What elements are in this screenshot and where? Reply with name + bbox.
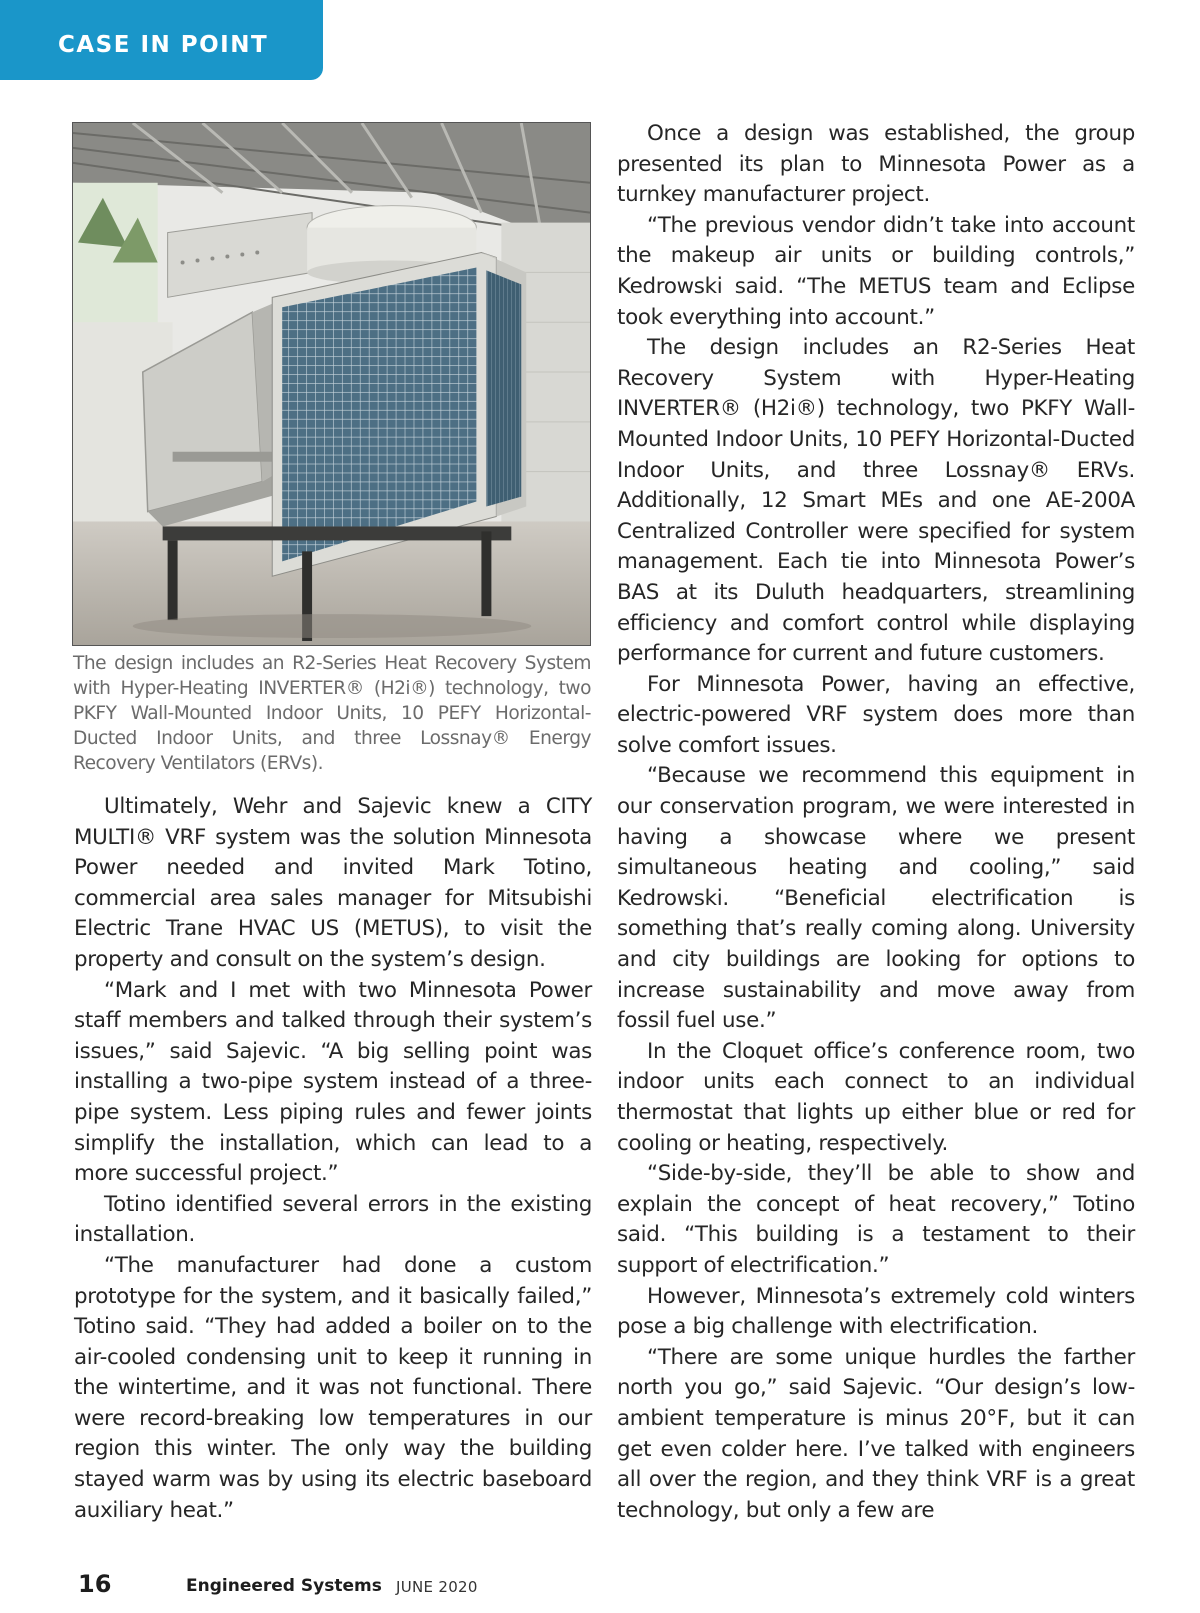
paragraph: “Side-by-side, they’ll be able to show and explain the concept of heat recovery,” Totino said. “This building is a testament to their support of electrification.” xyxy=(617,1161,1135,1278)
paragraph: “There are some unique hurdles the farther north you go,” said Sajevic. “Our design’s low-ambient temperature is minus 20°F, but it can get even colder here. I’ve talked with engineers all over the region, and they think VRF is a great technology, but only a few are xyxy=(617,1344,1135,1523)
equipment-photo-illustration xyxy=(73,123,590,645)
photo-caption: The design includes an R2-Series Heat Recovery System with Hyper-Heating INVERTER® (H2i®) technology, two PKFY Wall-Mounted Indoor Units, 10 PEFY Horizontal-Ducted Indoor Units, and three Lossnay® Energy Recovery Ventilators (ERVs). xyxy=(73,653,591,774)
right-column xyxy=(617,119,1135,1526)
paragraph: “Mark and I met with two Minnesota Power staff members and talked through their system’s issues,” said Sajevic. “A big selling point was installing a two-pipe system instead of a three-pipe system. Less piping rules and fewer joints simplify the installation, which can lead to a more successful project.” xyxy=(74,977,592,1187)
paragraph: Once a design was established, the group presented its plan to Minnesota Power as a turnkey manufacturer project. xyxy=(617,121,1135,208)
paragraph: Ultimately, Wehr and Sajevic knew a CITY MULTI® VRF system was the solution Minnesota Power needed and invited Mark Totino, commercial area sales manager for Mitsubishi Electric Trane HVAC US (METUS), to visit the property and consult on the system’s design. xyxy=(74,794,592,972)
paragraph: “Because we recommend this equipment in our conservation program, we were interested in having a showcase where we present simultaneous heating and cooling,” said Kedrowski. “Beneficial electrification is something that’s really coming along. University and city buildings are looking for options to increase sustainability and move away from fossil fuel use.” xyxy=(617,763,1135,1034)
issue-date: JUNE 2020 xyxy=(396,1578,478,1596)
paragraph: However, Minnesota’s extremely cold winters pose a big challenge with electrification. xyxy=(617,1283,1135,1340)
section-tab xyxy=(0,0,323,80)
paragraph: For Minnesota Power, having an effective, electric-powered VRF system does more than solve comfort issues. xyxy=(617,671,1135,758)
publication-name: Engineered Systems xyxy=(186,1576,382,1596)
section-tab-label: CASE IN POINT xyxy=(58,32,269,58)
paragraph: “The manufacturer had done a custom prototype for the system, and it basically failed,” Totino said. “They had added a boiler on to the air-cooled condensing unit to keep it running in the wintertime, and it was not functional. There were record-breaking low temperatures in our region this winter. The only way the building stayed warm was by using its electric baseboard auxiliary heat.” xyxy=(74,1252,592,1523)
paragraph: “The previous vendor didn’t take into account the makeup air units or building controls,” Kedrowski said. “The METUS team and Eclipse took everything into account.” xyxy=(617,212,1135,330)
page-number: 16 xyxy=(78,1570,112,1598)
equipment-photo xyxy=(72,122,591,646)
paragraph: The design includes an R2-Series Heat Recovery System with Hyper-Heating INVERTER® (H2i®) technology, two PKFY Wall-Mounted Indoor Units, 10 PEFY Horizontal-Ducted Indoor Units, and three Lossnay® ERVs. Additionally, 12 Smart MEs and one AE-200A Centralized Controller were specified for system management. Each tie into Minnesota Power’s BAS at its Duluth headquarters, streamlining efficiency and comfort control while displaying performance for current and future customers. xyxy=(617,335,1135,667)
paragraph: Totino identified several errors in the existing installation. xyxy=(74,1191,592,1248)
left-column xyxy=(74,792,592,1526)
paragraph: In the Cloquet office’s conference room, two indoor units each connect to an individual thermostat that lights up either blue or red for cooling or heating, respectively. xyxy=(617,1038,1135,1156)
